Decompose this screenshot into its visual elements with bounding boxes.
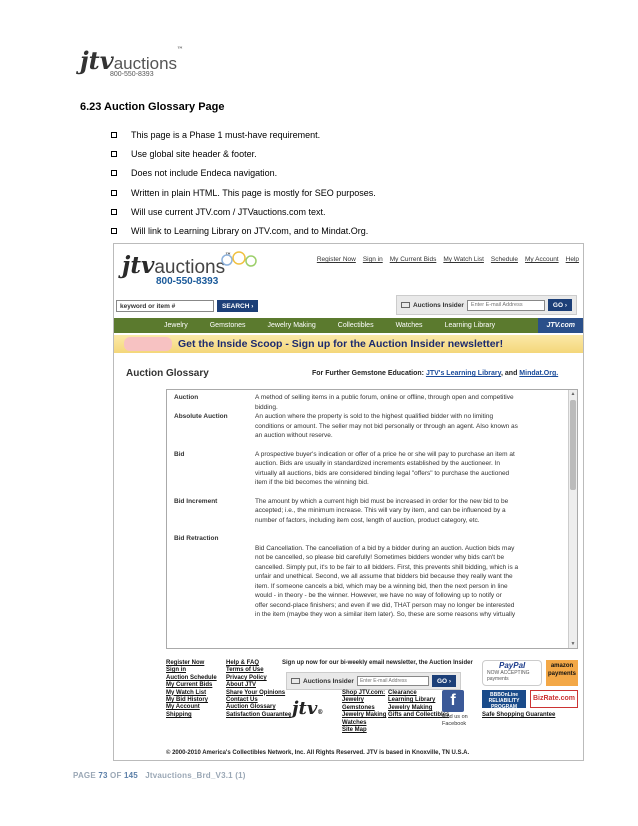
envelope-icon — [291, 678, 300, 684]
further-middle: , and — [501, 370, 520, 377]
requirement-text: Does not include Endeca navigation. — [131, 168, 278, 179]
bbb-badge[interactable] — [482, 690, 526, 708]
definition-line: cancelled. Simply put, it's to be fair to all bidders. First, this prevents shill bidding, which is a — [255, 563, 519, 571]
footer-jtv-mark: jtv — [292, 698, 318, 719]
doc-logo — [80, 46, 183, 78]
find-us-text: Find us on — [442, 714, 468, 720]
footer-my-watch-list[interactable]: My Watch List — [166, 689, 207, 696]
nav-my-account[interactable]: My Account — [525, 256, 559, 263]
footer-insider-email-input[interactable] — [357, 676, 429, 686]
definition-line: The amount by which a current high bid must be increased in order for the new bid to be — [255, 497, 509, 505]
glossary-term: Bid — [174, 450, 185, 458]
main-nav-watches[interactable]: Watches — [395, 322, 423, 329]
mindat-link[interactable]: Mindat.Org. — [519, 370, 559, 377]
bbb-text: BBBOnLine — [489, 692, 519, 698]
site-footer — [166, 660, 578, 760]
amazon-text: amazon — [550, 663, 574, 669]
facebook-label — [442, 714, 468, 727]
definition-line: item. If someone cancels a bid, which may be a winning bid, then the next person in line — [255, 582, 508, 590]
requirement-text: Will use current JTV.com / JTVauctions.com text. — [131, 206, 326, 217]
doc-logo-auctions: auctions — [113, 54, 178, 73]
glossary-entry — [167, 393, 577, 412]
copyright-text: © 2000-2010 America's Collectibles Network, Inc. All Rights Reserved. JTV is based in Knoxville, TN U.S.A. — [166, 750, 470, 756]
site-logo-brand — [122, 252, 231, 279]
definition-line: would - in theory - be the winner. However, we have no way of following up to notify or — [255, 592, 502, 599]
insider-label: Auctions Insider — [412, 301, 464, 309]
doc-logo-jtv: jtv — [80, 46, 114, 75]
scroll-up-arrow-icon[interactable]: ▲ — [570, 391, 576, 397]
insider-go-button[interactable]: GO › — [548, 299, 572, 311]
scroll-down-arrow-icon[interactable]: ▼ — [570, 641, 576, 647]
further-education — [312, 370, 558, 377]
definition-line: unfair and unethical. Second, we all assume that bidders bid because they really want the — [255, 573, 513, 580]
requirement-text: Written in plain HTML. This page is mostly for SEO purposes. — [131, 187, 376, 198]
footer-contact[interactable]: Contact Us — [226, 697, 258, 704]
definition-line: An auction where the property is sold to the highest qualified bidder with no limiting — [255, 413, 494, 420]
page-mockup — [113, 243, 584, 761]
footer-learning-library[interactable]: Learning Library — [388, 697, 436, 704]
nav-my-watch-list[interactable]: My Watch List — [443, 256, 484, 263]
glossary-entry — [167, 497, 577, 526]
paypal-accepting-text: NOW ACCEPTING — [487, 670, 530, 676]
footer-jtv-logo[interactable] — [292, 698, 323, 719]
glossary-entry — [167, 412, 577, 441]
site-logo-jtv: jtv — [122, 252, 155, 279]
requirement-text: Use global site header & footer. — [131, 149, 257, 160]
site-phone: 800-550-8393 — [156, 276, 219, 287]
search-button[interactable]: SEARCH › — [217, 300, 258, 312]
requirement-item — [111, 207, 376, 226]
banner-graphic — [124, 337, 172, 351]
page-number: 73 — [98, 771, 108, 780]
checkbox-bullet-icon — [111, 209, 117, 215]
definition-line — [255, 534, 563, 544]
requirement-text: This page is a Phase 1 must-have requirement. — [131, 130, 321, 140]
footer-sign-in[interactable]: Sign in — [166, 667, 186, 674]
footer-clearance[interactable]: Clearance — [388, 690, 417, 696]
bbb-program-text: PROGRAM — [490, 704, 518, 710]
site-logo-tm: ™ — [225, 252, 232, 259]
site-logo-auctions: auctions — [154, 257, 226, 278]
checkbox-bullet-icon — [111, 190, 117, 196]
glossary-list[interactable] — [166, 389, 578, 649]
envelope-icon — [401, 302, 410, 308]
definition-line: an auction without reserve. — [255, 432, 333, 439]
requirement-text: Will link to Learning Library on JTV.com, and to Mindat.Org. — [131, 225, 369, 236]
bizrate-badge[interactable]: BizRate.com — [530, 690, 578, 708]
footer-col-help — [226, 660, 291, 719]
nav-sign-in[interactable]: Sign in — [362, 256, 383, 263]
footer-my-bid-history[interactable]: My Bid History — [166, 697, 209, 704]
facebook-text: Facebook — [442, 720, 467, 727]
main-nav-learning-library[interactable]: Learning Library — [444, 322, 496, 329]
facebook-icon[interactable]: f — [442, 690, 464, 712]
page-of: OF — [107, 771, 124, 780]
footer-jewelry-making[interactable]: Jewelry Making — [342, 712, 387, 719]
page-total: 145 — [123, 771, 138, 780]
footer-col-account — [166, 660, 217, 719]
glossary-term: Bid Increment — [174, 497, 218, 505]
glossary-term: Auction — [174, 394, 199, 401]
requirement-item — [111, 149, 376, 168]
footer-my-current-bids[interactable]: My Current Bids — [166, 682, 213, 689]
definition-line: in the item (maybe they won a similar item later). So, these are some reasons why virtually — [255, 611, 516, 618]
main-nav-jewelry-making[interactable]: Jewelry Making — [267, 322, 316, 329]
amazon-payments-badge — [546, 660, 578, 686]
page-label: PAGE — [73, 771, 99, 780]
banner-text: Get the Inside Scoop - Sign up for the Auction Insider newsletter! — [178, 338, 504, 350]
definition-line: A prospective buyer's indication or offer of a price he or she will pay to purchase an item at — [255, 450, 515, 458]
main-nav-jewelry[interactable]: Jewelry — [164, 322, 188, 329]
paypal-payments-text: payments — [487, 676, 509, 682]
glossary-definition — [255, 393, 563, 412]
nav-register-now[interactable]: Register Now — [316, 256, 356, 263]
glossary-entry — [167, 534, 577, 620]
gem-sparkle-icon — [219, 249, 259, 271]
glossary-definition — [255, 412, 563, 441]
definition-line: offer second-place finishers; and even if we did, THAT person may no longer be interested — [255, 601, 515, 609]
requirements-list — [111, 130, 376, 245]
footer-site-map[interactable]: Site Map — [342, 727, 367, 734]
main-nav — [114, 318, 583, 333]
definition-line: conditions or amount. The seller may not bid personally or through an agent. Also known as — [255, 422, 518, 430]
jtv-com-link[interactable]: JTV.com — [538, 318, 583, 333]
footer-jewelry[interactable]: Jewelry — [342, 697, 365, 704]
footer-watches[interactable]: Watches — [342, 719, 367, 726]
section-title: 6.23 Auction Glossary Page — [80, 101, 225, 113]
glossary-term: Absolute Auction — [174, 413, 228, 420]
footer-register-now[interactable]: Register Now — [166, 660, 205, 666]
glossary-definition — [255, 534, 563, 620]
footer-shop-jtv[interactable]: Shop JTV.com: — [342, 690, 386, 696]
scrollbar-thumb[interactable] — [570, 400, 576, 490]
footer-help-faq[interactable]: Help & FAQ — [226, 660, 260, 666]
footer-shipping[interactable]: Shipping — [166, 711, 192, 718]
definition-line: item if the bid becomes the winning bid. — [255, 479, 369, 486]
footer-auction-glossary[interactable]: Auction Glossary — [226, 704, 276, 711]
checkbox-bullet-icon — [111, 151, 117, 157]
site-logo[interactable] — [122, 252, 231, 287]
definition-line: Bid Cancellation. The cancellation of a bid by a bidder during an auction. Auction bids may — [255, 544, 515, 552]
requirement-item — [111, 168, 376, 187]
definition-line: A method of selling items in a public forum, online or offline, through open and competitive — [255, 394, 514, 401]
insider-signup — [396, 295, 577, 315]
doc-logo-tm: ™ — [177, 46, 184, 53]
requirement-item — [111, 188, 376, 207]
page-footer — [73, 771, 246, 780]
footer-registered-mark: ® — [317, 709, 324, 716]
learning-library-link[interactable]: JTV's Learning Library — [425, 370, 502, 377]
definition-line: not be cancelled, so please bid carefully! Sometimes bidders wonder why bids can't be — [255, 554, 505, 561]
checkbox-bullet-icon — [111, 228, 117, 234]
doc-logo-phone: 800-550-8393 — [110, 71, 154, 78]
footer-auction-schedule[interactable]: Auction Schedule — [166, 674, 217, 681]
doc-name: Jtvauctions_Brd_V3.1 (1) — [137, 771, 246, 780]
top-nav — [317, 256, 579, 263]
glossary-entry — [167, 450, 577, 488]
further-prefix: For Further Gemstone Education: — [312, 370, 426, 377]
footer-insider-go-button[interactable]: GO › — [432, 675, 456, 687]
definition-line: accepted; i.e., the minimum increase. This will vary by item, and can be influenced by a — [255, 507, 506, 514]
main-nav-collectibles[interactable]: Collectibles — [337, 322, 374, 329]
paypal-badge — [482, 660, 542, 686]
glossary-scrollbar[interactable] — [568, 390, 577, 648]
footer-my-account[interactable]: My Account — [166, 704, 200, 711]
footer-col-more — [388, 690, 449, 720]
footer-terms[interactable]: Terms of Use — [226, 667, 264, 674]
insider-email-input[interactable] — [467, 300, 545, 311]
definition-line: virtually all auctions, bids are considered binding legal "offers" to purchase the auctioned — [255, 469, 510, 477]
footer-gemstones[interactable]: Gemstones — [342, 704, 375, 711]
footer-insider-signup — [286, 672, 461, 690]
glossary-title: Auction Glossary — [126, 368, 209, 379]
footer-share-opinions[interactable]: Share Your Opinions — [226, 689, 286, 696]
glossary-definition — [255, 497, 563, 526]
glossary-term: Bid Retraction — [174, 535, 219, 542]
amazon-payments-text: payments — [547, 671, 576, 677]
main-nav-gemstones[interactable]: Gemstones — [209, 322, 246, 329]
newsletter-banner[interactable] — [114, 335, 583, 353]
footer-jewelry-making-2[interactable]: Jewelry Making — [388, 704, 433, 711]
footer-privacy[interactable]: Privacy Policy — [226, 674, 267, 681]
safe-shopping-link[interactable]: Safe Shopping Guarantee — [482, 712, 556, 718]
nav-help[interactable]: Help — [565, 256, 579, 263]
glossary-definition — [255, 450, 563, 488]
footer-satisfaction[interactable]: Satisfaction Guarantee — [226, 711, 292, 718]
checkbox-bullet-icon — [111, 170, 117, 176]
definition-line: auction. Bids are usually in standardized increments established by the auctioneer. In — [255, 460, 500, 467]
checkbox-bullet-icon — [111, 132, 117, 138]
footer-about[interactable]: About JTV — [226, 682, 256, 689]
paypal-text: PayPal — [499, 661, 526, 670]
bbb-reliability-text: RELIABILITY — [488, 698, 520, 704]
search-input[interactable] — [116, 300, 214, 312]
nav-my-current-bids[interactable]: My Current Bids — [389, 256, 437, 263]
search-bar — [116, 300, 258, 312]
site-header — [114, 244, 583, 314]
footer-gifts[interactable]: Gifts and Collectibles — [388, 712, 450, 719]
requirement-item — [111, 130, 376, 149]
footer-signup-text: Sign up now for our bi-weekly email newsletter, the Auction Insider — [282, 660, 473, 666]
definition-line: bidding. — [255, 403, 278, 411]
nav-schedule[interactable]: Schedule — [490, 256, 519, 263]
definition-line: number of factors, including item cost, length of auction, product category, etc. — [255, 516, 480, 524]
footer-col-shop — [342, 690, 386, 734]
footer-insider-label: Auctions Insider — [303, 677, 354, 685]
